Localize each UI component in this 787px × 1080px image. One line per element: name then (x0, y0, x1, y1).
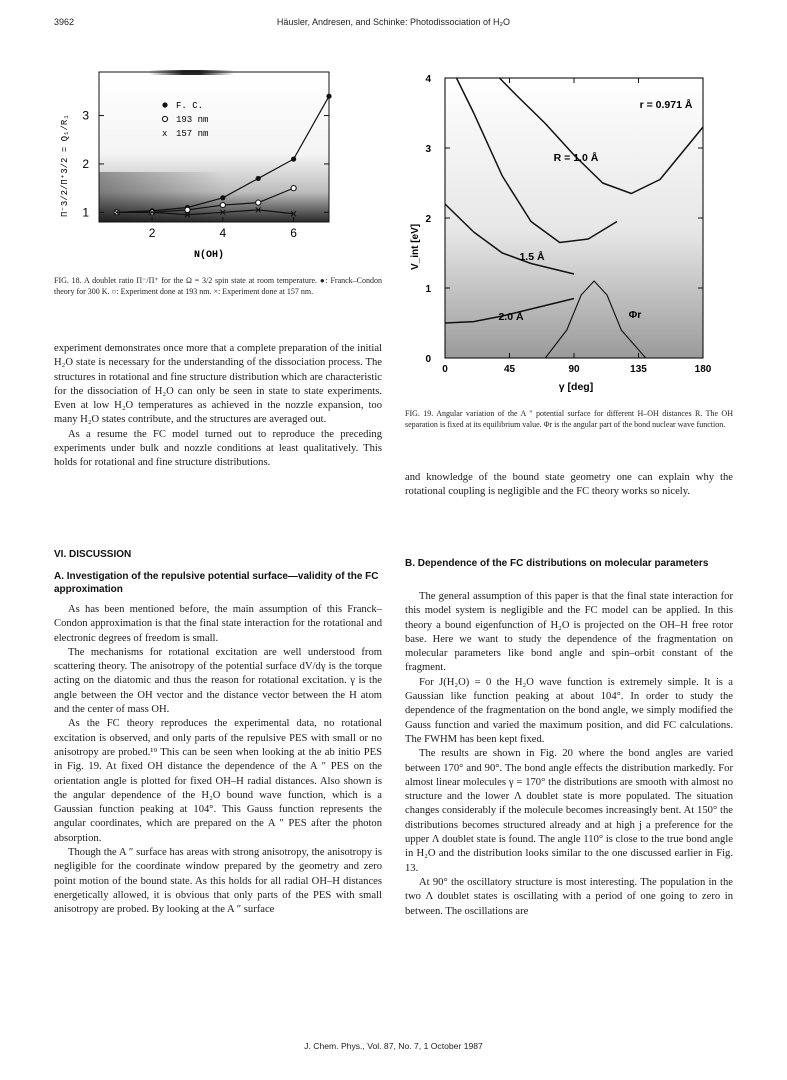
left-para-3: As has been mentioned before, the main assumption of this Franck–Condon approximation is that the final state interaction for the rotational and electronic degrees of freedom is small. (54, 604, 382, 644)
figure-19-plot (398, 68, 728, 396)
x-tick-label-45: 45 (503, 364, 516, 375)
y-tick-label-2: 2 (425, 214, 431, 225)
figure-18-ylabel: Π⁻3/2/Π⁺3/2 = Q₁/R₁ (60, 114, 70, 217)
y-tick-label-1: 1 (425, 284, 431, 295)
running-title: Häusler, Andresen, and Schinke: Photodissociation of H₂O (276, 17, 511, 27)
right-para-5: At 90° the oscillatory structure is most interesting. The population in the two Λ doublet states is oscillating with a period of one going to zero in between. The oscillations are (405, 876, 733, 917)
figure-19-ylabel: V_int [eV] (410, 223, 421, 270)
figure-19-caption: FIG. 19. Angular variation of the A ″ potential surface for different H–OH distances R. The OH separation is fixed at its equilibrium value. Φr is the angular part of the bond nuclear wave function. (405, 409, 733, 429)
fc-point (291, 156, 296, 161)
left-para-5: As the FC theory reproduces the experimental data, no rotational excitation is observed, and only parts of the repulsive PES with small or no anisotropy are probed.¹⁹ This can be seen when looking at the ab initio PES in Fig. 19. At fixed OH distance the dependence of the A ″ PES on the orientation angle is plotted for fixed OH–H radial distances. Also shown is the angular dependence of the H₂O bound wave function, which is a Gaussian function peaking at 104°. This Gauss function represents the angular coordinates, which are prepared on the A ″ PES after the photon absorption. (54, 718, 382, 844)
right-column-top (405, 471, 733, 500)
right-column-body (405, 590, 733, 919)
x-tick-label-180: 180 (694, 364, 712, 375)
figure-18-caption: FIG. 18. A doublet ratio Π⁻/Π⁺ for the Ω = 3/2 spin state at room temperature. ●: Franck–Condon theory for 300 K. ○: Experiment done at 193 nm. ×: Experiment done at 157 nm. (54, 276, 382, 296)
subsection-heading-b: B. Dependence of the FC distributions on molecular parameters (405, 558, 709, 569)
x-tick-label-0: 0 (442, 364, 448, 375)
curve-label-r20: 2.0 Å (498, 311, 524, 323)
legend-fc-label: F. C. (176, 101, 204, 111)
x-tick-label-2: 2 (148, 226, 156, 240)
y-tick-label-3: 3 (82, 108, 89, 123)
page-number: 3962 (54, 17, 75, 27)
legend-fc-marker (162, 102, 167, 107)
exp193-point (256, 200, 261, 205)
left-para-6: Though the A ″ surface has areas with strong anisotropy, the anisotropy is negligible for the coordinate window prepared by the geometry and zero point motion of the bound state. As this holds for all radial OH–H distances energetically allowed, it is obvious that only parts of the PES with small anisotropy are probed. By looking at the A ″ surface (54, 847, 382, 916)
subsection-heading-a: A. Investigation of the repulsive potential surface—validity of the FC approximation (54, 571, 379, 595)
curve-label-r15: 1.5 Å (519, 251, 545, 263)
y-tick-label-2: 2 (82, 156, 89, 171)
exp193-point (291, 186, 296, 191)
exp193-point (185, 207, 190, 212)
exp193-point (220, 202, 225, 207)
journal-footer: J. Chem. Phys., Vol. 87, No. 7, 1 October 1987 (304, 1041, 483, 1051)
curve-label-r10: R = 1.0 Å (553, 152, 599, 164)
y-tick-label-4: 4 (425, 74, 431, 85)
left-column-top (54, 342, 382, 471)
x-tick-label-90: 90 (568, 364, 580, 375)
legend-157-marker: x (162, 129, 168, 139)
y-tick-label-1: 1 (82, 205, 89, 220)
x-tick-label-135: 135 (630, 364, 647, 375)
left-column-body (54, 603, 382, 918)
right-para-1: and knowledge of the bound state geometry one can explain why the rotational coupling is negligible and the FC theory works so nicely. (405, 472, 733, 498)
legend-157-label: 157 nm (176, 129, 209, 139)
fc-point (326, 94, 331, 99)
legend-193-label: 193 nm (176, 115, 209, 125)
right-para-4: The results are shown in Fig. 20 where the bond angles are varied between 170° and 90°. The bond angle effects the distribution markedly. For almost linear molecules γ = 170° the distributions are smooth with almost no structure and the lower Λ doublet state is more populated. The situation changes considerably if the molecule becomes increasingly bent. At 150° the distributions becomes structured already and at high j a preference for the upper Λ doublet state is found. The angle 110° is close to the true bond angle in H₂O and the distribution looks similar to the one discussed earlier in Fig. 13. (405, 748, 733, 874)
curve-label-phi: Φr (628, 309, 642, 321)
figure-19-xlabel: γ [deg] (558, 381, 594, 393)
y-tick-label-3: 3 (425, 144, 431, 155)
right-para-3: For J(H₂O) = 0 the H₂O wave function is extremely simple. It is a Gaussian like function peaking at about 104°. In order to study the dependence of the fragmentation on the bond angle, we simply modified the Gauss function and varied the maximum position, and did FC calculations. The FWHM has been kept fixed. (405, 676, 733, 745)
fc-point (220, 195, 225, 200)
x-tick-label-4: 4 (219, 226, 227, 240)
section-heading-discussion: VI. DISCUSSION (54, 549, 132, 560)
curve-label-r0971: r = 0.971 Å (639, 99, 693, 111)
left-para-2: As a resume the FC model turned out to reproduce the preceding experiments under bulk and nozzle conditions at least qualitatively. This holds for rotational and fine structure distributions. (54, 428, 382, 469)
y-tick-label-0: 0 (425, 354, 431, 365)
figure-19 (398, 68, 728, 396)
fc-point (256, 176, 261, 181)
figure-18 (54, 62, 344, 267)
figure-18-xlabel: N(OH) (193, 250, 225, 261)
left-para-1: experiment demonstrates once more that a complete preparation of the initial H₂O state is necessary for the understanding of the dissociation process. The structures in rotational and fine structure distribution which are characteristic for the dissociation of H₂O can only be seen in state to state experiments. Even at low H₂O temperatures as achieved in the nozzle expansion, too many H₂O states contribute, and the structures are averaged out. (54, 343, 382, 426)
right-para-2: The general assumption of this paper is that the final state interaction for this model system is negligible and the FC model can be applied. In this theory a bound eigenfunction of H₂O is projected on the OH–H free rotor base. Here we want to study the dependence of the fragmentation on molecular parameters like bond angle and spin–orbit constant of the fragment. (405, 591, 733, 674)
x-tick-label-6: 6 (290, 226, 297, 240)
figure-18-plot (54, 62, 344, 267)
left-para-4: The mechanisms for rotational excitation are well understood from scattering theory. The anisotropy of the potential surface dV/dγ is the torque acting on the diatomic and thus the reason for rotational excitation. γ is the angle between the OH vector and the distance vector between the H atom and the center of mass OH. (54, 646, 382, 716)
